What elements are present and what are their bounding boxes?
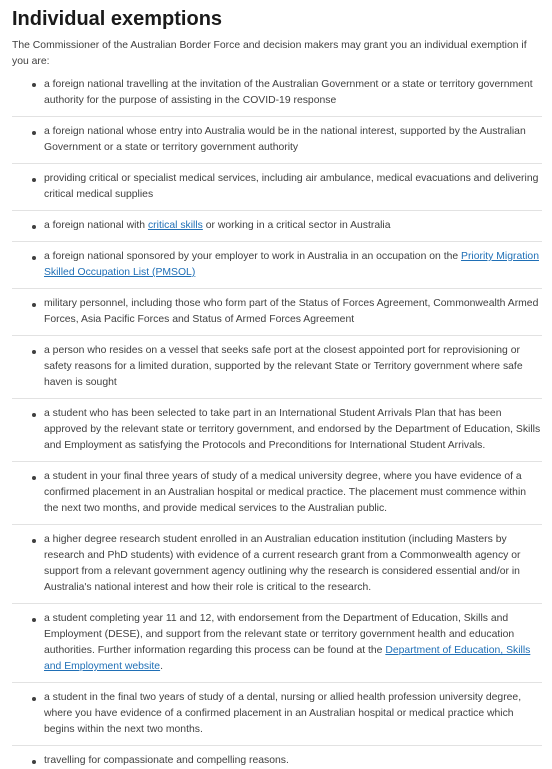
exemption-list: [12, 77, 542, 769]
bullet-icon: [32, 225, 36, 229]
pmsol-link[interactable]: Priority Migration Skilled Occupation List (PMSOL): [44, 251, 539, 278]
list-item-text: a student in the final two years of study of a dental, nursing or allied health profession university degree, where you have evidence of a confirmed placement in an Australian hospital or medical practice which begins within the next two months.: [44, 692, 522, 735]
list-item-text-post: .: [160, 661, 163, 672]
list-item-text: a foreign national travelling at the invitation of the Australian Government or a state or territory government authority for the purpose of assisting in the COVID-19 response: [44, 79, 533, 106]
list-item-text: a foreign national whose entry into Australia would be in the national interest, supported by the Australian Government or a state or territory government authority: [44, 126, 526, 153]
list-item-text: a person who resides on a vessel that seeks safe port at the closest appointed port for reprovisioning or safety reasons for a limited duration, supported by the relevant State or Territory government where safe haven is sought: [44, 345, 523, 388]
bullet-icon: [32, 476, 36, 480]
list-item: [12, 77, 542, 109]
page-title: Individual exemptions: [12, 8, 223, 30]
critical-skills-link[interactable]: critical skills: [147, 220, 203, 231]
list-item: [12, 116, 542, 156]
bullet-icon: [32, 618, 36, 622]
bullet-icon: [32, 131, 36, 135]
list-item: [12, 163, 542, 203]
bullet-icon: [32, 303, 36, 307]
list-item-text: military personnel, including those who form part of the Status of Forces Agreement, Commonwealth Armed Forces, Asia Pacific Forces and Status of Armed Forces Agreement: [44, 298, 539, 325]
list-item: [12, 682, 542, 738]
list-item: [12, 335, 542, 391]
intro-text: The Commissioner of the Australian Border Force and decision makers may grant you an individual exemption if you are:: [12, 40, 527, 67]
list-item: [12, 745, 542, 769]
list-item: [12, 603, 542, 675]
list-item: [12, 210, 542, 234]
list-item-text-pre: a foreign national sponsored by your employer to work in Australia in an occupation on the: [44, 251, 462, 262]
list-item: [12, 524, 542, 596]
list-item: [12, 461, 542, 517]
list-item-text-pre: a student completing year 11 and 12, with endorsement from the Department of Education, Skills and Employment (DESE), and support from the relevant state or territory government health and education authorities. Further information regarding this process can be found at the: [44, 613, 515, 656]
list-item-text-post: or working in a critical sector in Australia: [202, 220, 391, 231]
bullet-icon: [32, 697, 36, 701]
list-item: [12, 241, 542, 281]
list-item-text: a student in your final three years of study of a medical university degree, where you have evidence of a confirmed placement in an Australian hospital or medical practice. The placement must commence within the next two months, and provide medical services to the Australian public.: [44, 471, 527, 514]
list-item: [12, 288, 542, 328]
bullet-icon: [32, 539, 36, 543]
bullet-icon: [32, 760, 36, 764]
bullet-icon: [32, 350, 36, 354]
list-item-text: a student who has been selected to take part in an International Student Arrivals Plan that has been approved by the relevant state or territory government, and endorsed by the Department of Education, Skills and Employment as satisfying the Protocols and Preconditions for International Student Arrivals.: [44, 408, 541, 451]
bullet-icon: [32, 83, 36, 87]
bullet-icon: [32, 178, 36, 182]
list-item-text: providing critical or specialist medical services, including air ambulance, medical evacuations and delivering critical medical supplies: [44, 173, 539, 200]
bullet-icon: [32, 256, 36, 260]
list-item-text: a higher degree research student enrolled in an Australian education institution (including Masters by research and PhD students) with evidence of a current research grant from a Commonwealth agency or support from a relevant government agency outlining why the research is considered essential and/or in Australia's national interest and how their role is critical to the research.: [44, 534, 521, 593]
list-item-text: travelling for compassionate and compelling reasons.: [44, 755, 289, 766]
list-item-text-pre: a foreign national with: [44, 220, 148, 231]
list-item: [12, 398, 542, 454]
dese-website-link[interactable]: Department of Education, Skills and Employment website: [44, 645, 531, 672]
bullet-icon: [32, 413, 36, 417]
